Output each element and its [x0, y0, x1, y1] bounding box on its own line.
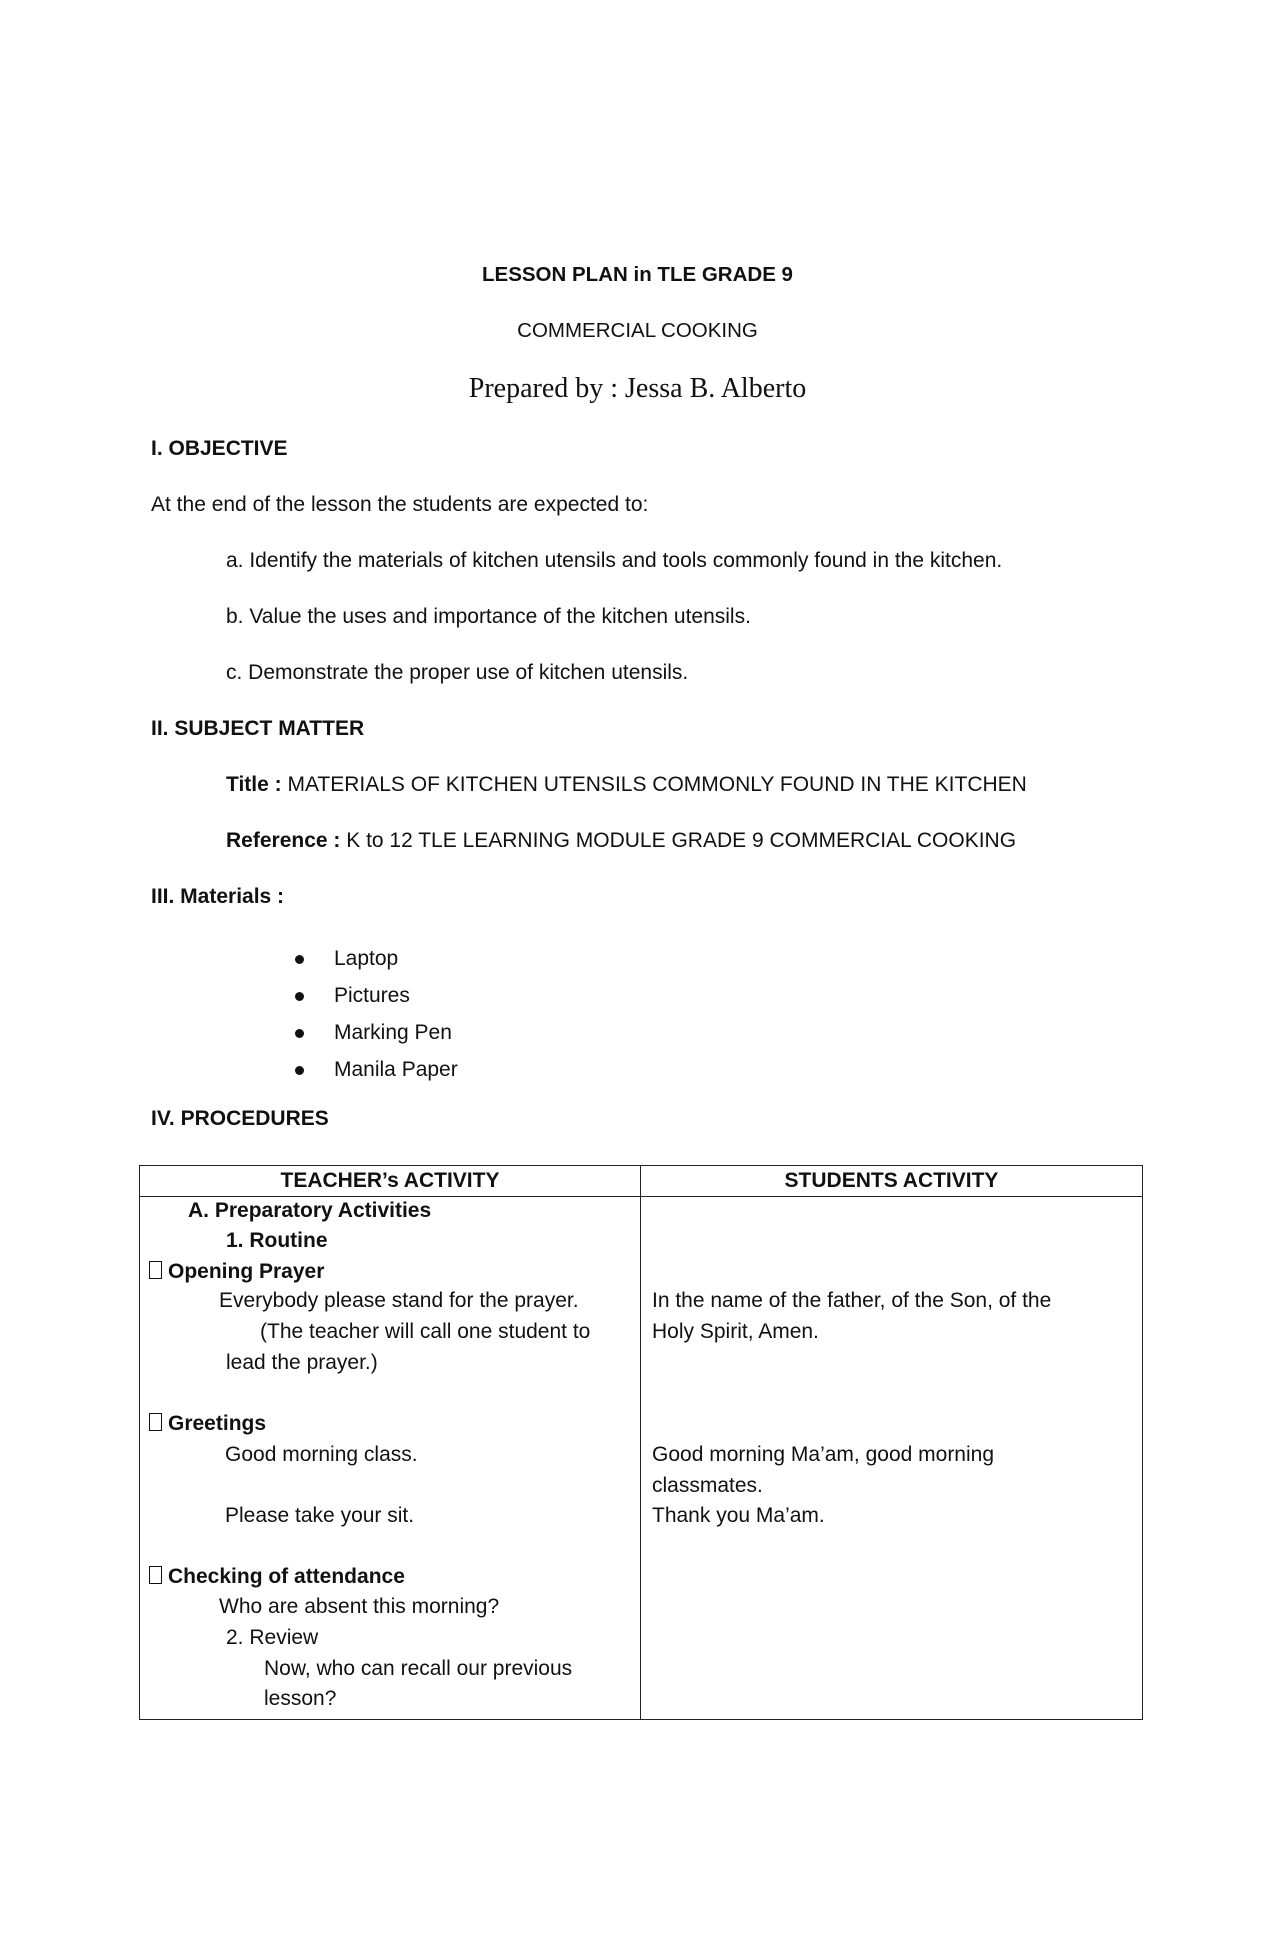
student-prayer-line2: Holy Spirit, Amen. — [652, 1320, 819, 1343]
subject-reference-value: K to 12 TLE LEARNING MODULE GRADE 9 COMMERCIAL COOKING — [340, 829, 1017, 852]
students-activity-header: STUDENTS ACTIVITY — [641, 1166, 1143, 1197]
objective-item-c: c. Demonstrate the proper use of kitchen utensils. — [226, 661, 689, 684]
greetings-line — [149, 1412, 266, 1436]
subject-reference-label: Reference : — [226, 829, 341, 852]
prayer-note-line2: lead the prayer.) — [226, 1351, 378, 1374]
list-item: Marking Pen — [295, 1014, 458, 1051]
document-subtitle: COMMERCIAL COOKING — [517, 319, 758, 342]
review-question-line1: Now, who can recall our previous — [264, 1657, 573, 1680]
checkbox-icon — [149, 1566, 162, 1584]
teacher-activity-cell — [140, 1197, 641, 1720]
materials-heading: III. Materials : — [151, 885, 285, 908]
objective-item-b: b. Value the uses and importance of the kitchen utensils. — [226, 605, 751, 628]
teacher-activity-header: TEACHER’s ACTIVITY — [140, 1166, 641, 1197]
procedures-table — [139, 1165, 1143, 1720]
greetings-label: Greetings — [168, 1412, 267, 1435]
attendance-line — [149, 1565, 405, 1589]
objective-heading: I. OBJECTIVE — [151, 437, 288, 460]
student-thanks-line: Thank you Ma’am. — [652, 1504, 825, 1527]
document-title: LESSON PLAN in TLE GRADE 9 — [482, 263, 793, 286]
materials-list — [295, 940, 458, 1088]
routine-label: 1. Routine — [226, 1229, 328, 1252]
attendance-label: Checking of attendance — [168, 1565, 405, 1588]
student-greeting-line2: classmates. — [652, 1474, 763, 1497]
greeting-teacher-line1: Good morning class. — [225, 1443, 418, 1466]
attendance-question: Who are absent this morning? — [219, 1595, 500, 1618]
student-greeting-line1: Good morning Ma’am, good morning — [652, 1443, 995, 1466]
subject-reference-line — [226, 829, 1016, 853]
prepared-by: Prepared by : Jessa B. Alberto — [468, 373, 807, 404]
subject-title-line — [226, 773, 1027, 797]
list-item: Laptop — [295, 940, 458, 977]
section-a-label: A. Preparatory Activities — [188, 1199, 432, 1222]
objective-item-a: a. Identify the materials of kitchen utensils and tools commonly found in the kitchen. — [226, 549, 1003, 572]
subject-matter-heading: II. SUBJECT MATTER — [151, 717, 365, 740]
opening-prayer-line — [149, 1260, 324, 1284]
procedures-heading: IV. PROCEDURES — [151, 1107, 329, 1130]
prayer-instruction: Everybody please stand for the prayer. — [219, 1289, 579, 1312]
checkbox-icon — [149, 1413, 162, 1431]
checkbox-icon — [149, 1261, 162, 1279]
objective-intro: At the end of the lesson the students are expected to: — [151, 493, 649, 516]
review-label: 2. Review — [226, 1626, 319, 1649]
student-prayer-line1: In the name of the father, of the Son, of the — [652, 1289, 1052, 1312]
subject-title-label: Title : — [226, 773, 282, 796]
list-item: Manila Paper — [295, 1051, 458, 1088]
prayer-note-line1: (The teacher will call one student to — [260, 1320, 591, 1343]
greeting-teacher-line2: Please take your sit. — [225, 1504, 415, 1527]
review-question-line2: lesson? — [264, 1687, 337, 1710]
opening-prayer-label: Opening Prayer — [168, 1260, 325, 1283]
list-item: Pictures — [295, 977, 458, 1014]
subject-title-value: MATERIALS OF KITCHEN UTENSILS COMMONLY FOUND IN THE KITCHEN — [281, 773, 1027, 796]
students-activity-cell — [641, 1197, 1143, 1720]
